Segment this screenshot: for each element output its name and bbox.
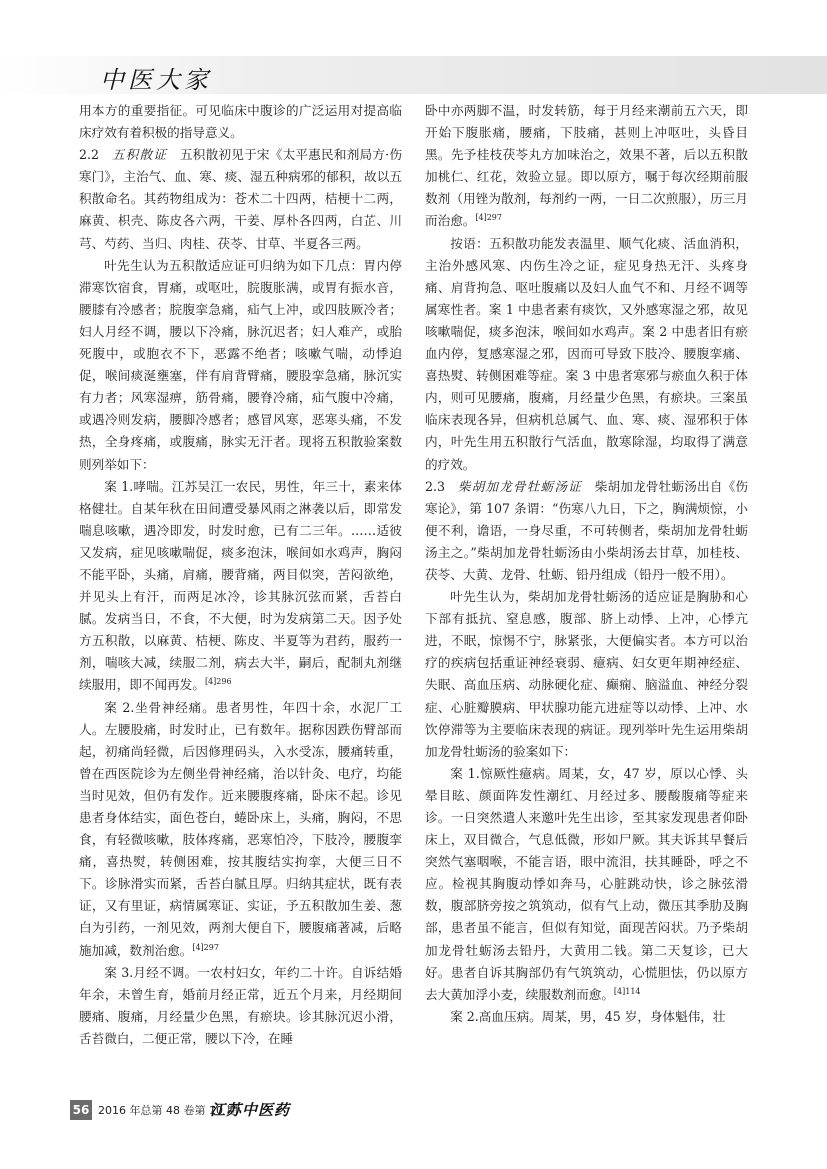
section-number: 2.2: [79, 147, 100, 163]
paragraph-text: 叶先生认为，柴胡加龙骨牡蛎汤的适应证是胸胁和心下部有抵抗、窒息感，腹部、脐上动悸、上冲，心悸亢进，不眠，惊惕不宁，脉紧张，大便偏实者。本方可以治疗的疾病包括重证神经衰弱、癔病、妇女更年期神经症、失眠、高血压病、动脉硬化症、癫痫、脑溢血、神经分裂症、心脏瓣膜病、甲状腺功能亢进症等以动悸、上冲、水饮停滞等为主要临床表现的病证。现列举叶先生运用柴胡加龙骨牡蛎汤的验案如下：: [425, 589, 748, 759]
paragraph-text: 案 2.高血压病。周某，男，45 岁，身体魁伟，壮: [450, 1008, 726, 1024]
section-heading: 柴胡加龙骨牡蛎汤证: [457, 478, 582, 494]
page-number: 56: [70, 1100, 92, 1120]
body-paragraph: [79, 476, 402, 697]
right-column: [425, 100, 748, 1028]
body-paragraph: [425, 100, 748, 233]
body-paragraph: [79, 962, 402, 1050]
paragraph-text: 卧中亦两脚不温，时发转筋，每于月经来潮前五六天，即开始下腹胀痛，腰痛，下肢痛，甚则上冲呕吐，头昏目黑。先予桂枝茯苓丸方加味治之，效果不著，后以五积散加桃仁、红花，效验立显。即以原方，嘱于每次经期前服数剂（用锉为散剂，每剂约一两，一日二次煎服），历三月而治愈。: [425, 103, 748, 229]
paragraph-text: 叶先生认为五积散适应证可归纳为如下几点：胃内停滞寒饮宿食，胃痛，或呕吐，脘腹胀满，或胃有振水音，腰膝有冷感者；脘腹挛急痛，疝气上冲，或四肢厥冷者；妇人月经不调，腰以下冷痛，脉沉迟者；妇人难产，或胎死腹中，或胞衣不下，恶露不绝者；咳嗽气喘，动悸迫促，喉间痰涎壅塞，伴有肩背臂痛，腰股挛急痛，脉沉实有力者；风寒湿痹，筋骨痛，腰脊冷痛，疝气腹中冷痛，或遇冷则发病，腰脚冷感者；感冒风寒，恶寒头痛，不发热，全身疼痛，或腹痛，脉实无汗者。现将五积散验案数则列举如下：: [79, 257, 402, 472]
citation-ref: [4]297: [192, 942, 219, 952]
paragraph-text: 案 3.月经不调。一农村妇女，年约二十许。自诉结婚年余，未曾生育，婚前月经正常，近五个月来，月经期间腰痛、腹痛，月经量少色黑，有瘀块。诊其脉沉迟小滑，舌苔微白，二便正常，腰以下冷，在睡: [79, 964, 402, 1046]
section-paragraph: [79, 144, 402, 254]
paragraph-text: 柴胡加龙骨牡蛎汤出自《伤寒论》，第 107 条谓：“伤寒八九日，下之，胸满烦惊，小便不利，谵语，一身尽重，不可转侧者，柴胡加龙骨牡蛎汤主之。”柴胡加龙骨牡蛎汤由小柴胡汤去甘草，加桂枝、茯苓、大黄、龙骨、牡蛎、铅丹组成（铅丹一般不用）。: [425, 478, 749, 582]
body-paragraph: [425, 233, 748, 476]
section-paragraph: [425, 476, 748, 586]
body-paragraph: [79, 255, 402, 476]
paragraph-text: 案 2.坐骨神经痛。患者男性，年四十余，水泥厂工人。左腰股痛，时发时止，已有数年。据称因跌伤臂部而起，初痛尚轻微，后因修理码头，入水受冻，腰痛转重，曾在西医院诊为左侧坐骨神经痛，治以针灸、电疗，均能当时见效，但仍有发作。近来腰腹疼痛，卧床不起。诊见患者身体结实，面色苍白，蜷卧床上，头痛，胸闷，不思食，有轻微咳嗽，肢体疼痛，恶寒怕冷，下肢冷，腰腹挛痛，喜热熨，转侧困难，按其腹结实拘挛，大便三日不下。诊脉滑实而紧，舌苔白腻且厚。归纳其症状，既有表证，又有里证，病情属寒证、实证，予五积散加生姜、葱白为引药，一剂见效，两剂大便自下，腰腹痛著减，后略施加减，数剂治愈。: [79, 699, 402, 958]
section-heading: 五积散证: [111, 147, 168, 163]
journal-logo: 江苏中医药: [210, 1101, 291, 1119]
citation-ref: [4]296: [204, 677, 232, 687]
body-paragraph: [425, 1006, 748, 1028]
issue-info: 2016 年总第 48 卷第 10 期: [98, 1104, 238, 1117]
paragraph-text: 五积散初见于宋《太平惠民和剂局方·伤寒门》，主治气、血、寒、痰、湿五种病邪的郁积，故以五积散命名。其药物组成为：苍术二十四两，桔梗十二两，麻黄、枳壳、陈皮各六两，干姜、厚朴各四两，白芷、川芎、芍药、当归、肉桂、茯苓、甘草、半夏各三两。: [79, 147, 402, 251]
column-title: 中医大家: [100, 66, 212, 94]
citation-ref: [4]114: [613, 986, 641, 996]
body-paragraph: [425, 763, 748, 1006]
body-paragraph: [79, 100, 402, 144]
left-column: [79, 100, 402, 1050]
paragraph-text: 案 1.哮喘。江苏吴江一农民，男性，年三十，素来体格健壮。自某年秋在田间遭受暴风雨之淋袭以后，即常发喘息咳嗽，遇冷即发，时发时愈，已有二三年。……适彼又发病，症见咳嗽喘促，痰多泡沫，喉间如水鸡声，胸闷不能平卧，头痛，肩痛，腰背痛，两目似突，苦闷欲绝，并见头上有汗，而两足冰冷，诊其脉沉弦而紧，舌苔白腻。发病当日，不食，不大便，时为发病第二天。因予处方五积散，以麻黄、桔梗、陈皮、半夏等为君药，服药一剂，喘咳大减，续服二剂，病去大半，嗣后，配制丸剂继续服用，即不闻再发。: [79, 478, 402, 693]
section-number: 2.3: [425, 478, 446, 494]
paragraph-text: 案 1.惊厥性癔病。周某，女，47 岁，原以心悸、头晕目眩、颜面阵发性潮红、月经过多、腰酸腹痛等症来诊。一日突然遣人来邀叶先生出诊，至其家发现患者仰卧床上，双目微合，气息低微，形如尸厥。其夫诉其早餐后突然气塞咽喉，不能言语，眼中流泪，扶其睡卧，呼之不应。检视其胸腹动悸如奔马，心脏跳动快，诊之脉弦滑数，腹部脐旁按之筑筑动，似有气上动，微压其季肋及胸部，患者虽不能言，但似有知觉，面现苦闷状。乃予柴胡加龙骨牡蛎汤去铅丹，大黄用二钱。第二天复诊，已大好。患者自诉其胸部仍有气筑筑动，心慌胆怯，仍以原方去大黄加浮小麦，续服数剂而愈。: [425, 765, 748, 1002]
paragraph-text: 按语：五积散功能发表温里、顺气化痰、活血消积，主治外感风寒、内伤生冷之证，症见身热无汗、头疼身痛、肩背拘急、呕吐腹痛以及妇人血气不和、月经不调等属寒性者。案 1 中患者素有痰饮，又外感寒湿之邪，故见咳嗽喘促，痰多泡沫，喉间如水鸡声。案 2 中患者旧有瘀血内停，复感寒湿之邪，因而可导致下肢冷、腰腹挛痛、喜热熨、转侧困难等症。案 3 中患者寒邪与瘀血久积于体内，则可见腰痛，腹痛，月经量少色黑，有瘀块。三案虽临床表现各异，但病机总属气、血、寒、痰、湿邪积于体内，叶先生用五积散行气活血，散寒除湿，均取得了满意的疗效。: [425, 235, 748, 472]
paragraph-text: 用本方的重要指征。可见临床中腹诊的广泛运用对提高临床疗效有着积极的指导意义。: [79, 103, 402, 141]
citation-ref: [4]297: [475, 213, 502, 223]
body-paragraph: [425, 586, 748, 763]
page-footer: [70, 1100, 770, 1122]
body-paragraph: [79, 697, 402, 962]
